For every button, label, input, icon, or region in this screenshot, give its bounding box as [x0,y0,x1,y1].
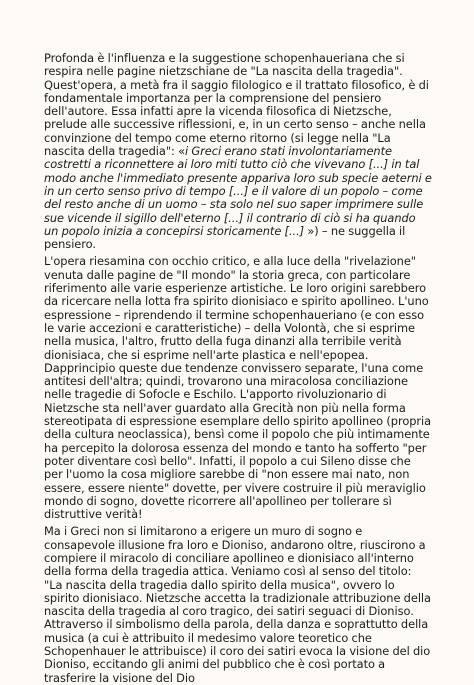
paragraph-1 [44,52,432,251]
paragraph-1-text: Profonda è l'influenza e la suggestione schopenhaueriana che si respira nelle pagine nietzschiane de "La nascita della tragedia". Quest'opera, a metà fra il saggio filologico e il trattato filosofico, è di fondamentale importanza per la comprensione del pensiero dell'autore. Essa infatti apre la vicenda filosofica di Nietzsche, prelude alle successive riflessioni, e, in un certo senso – anche nella convinzione del tempo come eterno ritorno (si legge nella "La nascita della tragedia": « [44,51,429,159]
paragraph-2 [44,255,432,521]
paragraph-3 [44,525,432,685]
paragraph-1-quotation: i Greci erano stati involontariamente costretti a riconnettere ai loro miti tutto ciò che vivevano [...] in tal modo anche l'immediato presente appariva loro sub specie aeterni e in un certo senso privo di tempo [...] e il valore di un popolo – come del resto anche di un uomo – sta solo nel suo saper imprimere sulle sue vicende il sigillo dell'eterno [...] il contrario di ciò si ha quando un popolo inizia a concepirsi storicamente [...] [44,144,432,238]
paragraph-1-closing: ») – ne suggella il pensiero. [44,223,406,252]
paragraph-2-text: L'opera riesamina con occhio critico, e alla luce della "rivelazione" venuta dalle pagine de "Il mondo" la storia greca, con particolare riferimento alle varie esperienze artistiche. Le loro origini sarebbero da ricercare nella lotta fra spirito dionisiaco e spirito apollineo. L'uno espressione – riprendendo il termine schopenhaueriano (e con esso le varie accezioni e caratteristiche) – della Volontà, che si esprime nella musica, l'altro, frutto della fuga dinanzi alla terribile verità dionisiaca, che si esprime nell'arte plastica e nell'epopea. Dapprincipio queste due tendenze convissero separate, l'una come antitesi dell'altra; quindi, trovarono una miracolosa conciliazione nelle tragedie di Sofocle e Eschilo. L'apporto rivoluzionario di Nietzsche sta nell'aver guardato alla Grecità non più nella forma stereotipata di espressione esemplare dello spirito apollineo (propria della cultura neoclassica), bensì come il popolo che più intimamente ha percepito la dolorosa essenza del mondo e tanto ha sofferto "per poter diventare così bello". Infatti, il popolo a cui Sileno disse che per l'uomo la cosa migliore sarebbe di "non essere mai nato, non essere, essere niente" dovette, per vivere costruire il più meraviglio mondo di sogno, dovette ricorrere all'apollineo per tollerare sì distruttive verità! [44,254,432,522]
paragraph-3-text: Ma i Greci non si limitarono a erigere un muro di sogno e consapevole illusione fra loro e Dioniso, andarono oltre, riuscirono a compiere il miracolo di conciliare apollineo e dionisiaco all'interno della forma della tragedia attica. Veniamo così al senso del titolo: "La nascita della tragedia dallo spirito della musica", ovvero lo spirito dionisiaco. Nietzsche accetta la tradizionale attribuzione della nascita della tragedia al coro tragico, dei satiri seguaci di Dioniso. Attraverso il simbolismo della parola, della danza e soprattutto della musica (a cui è attribuito il medesimo valore teoretico che Schopenhauer le attribuisce) il coro dei satiri evoca la visione del dio Dioniso, eccitando gli animi del pubblico che è così portato a trasferire la visione del Dio [44,524,431,685]
